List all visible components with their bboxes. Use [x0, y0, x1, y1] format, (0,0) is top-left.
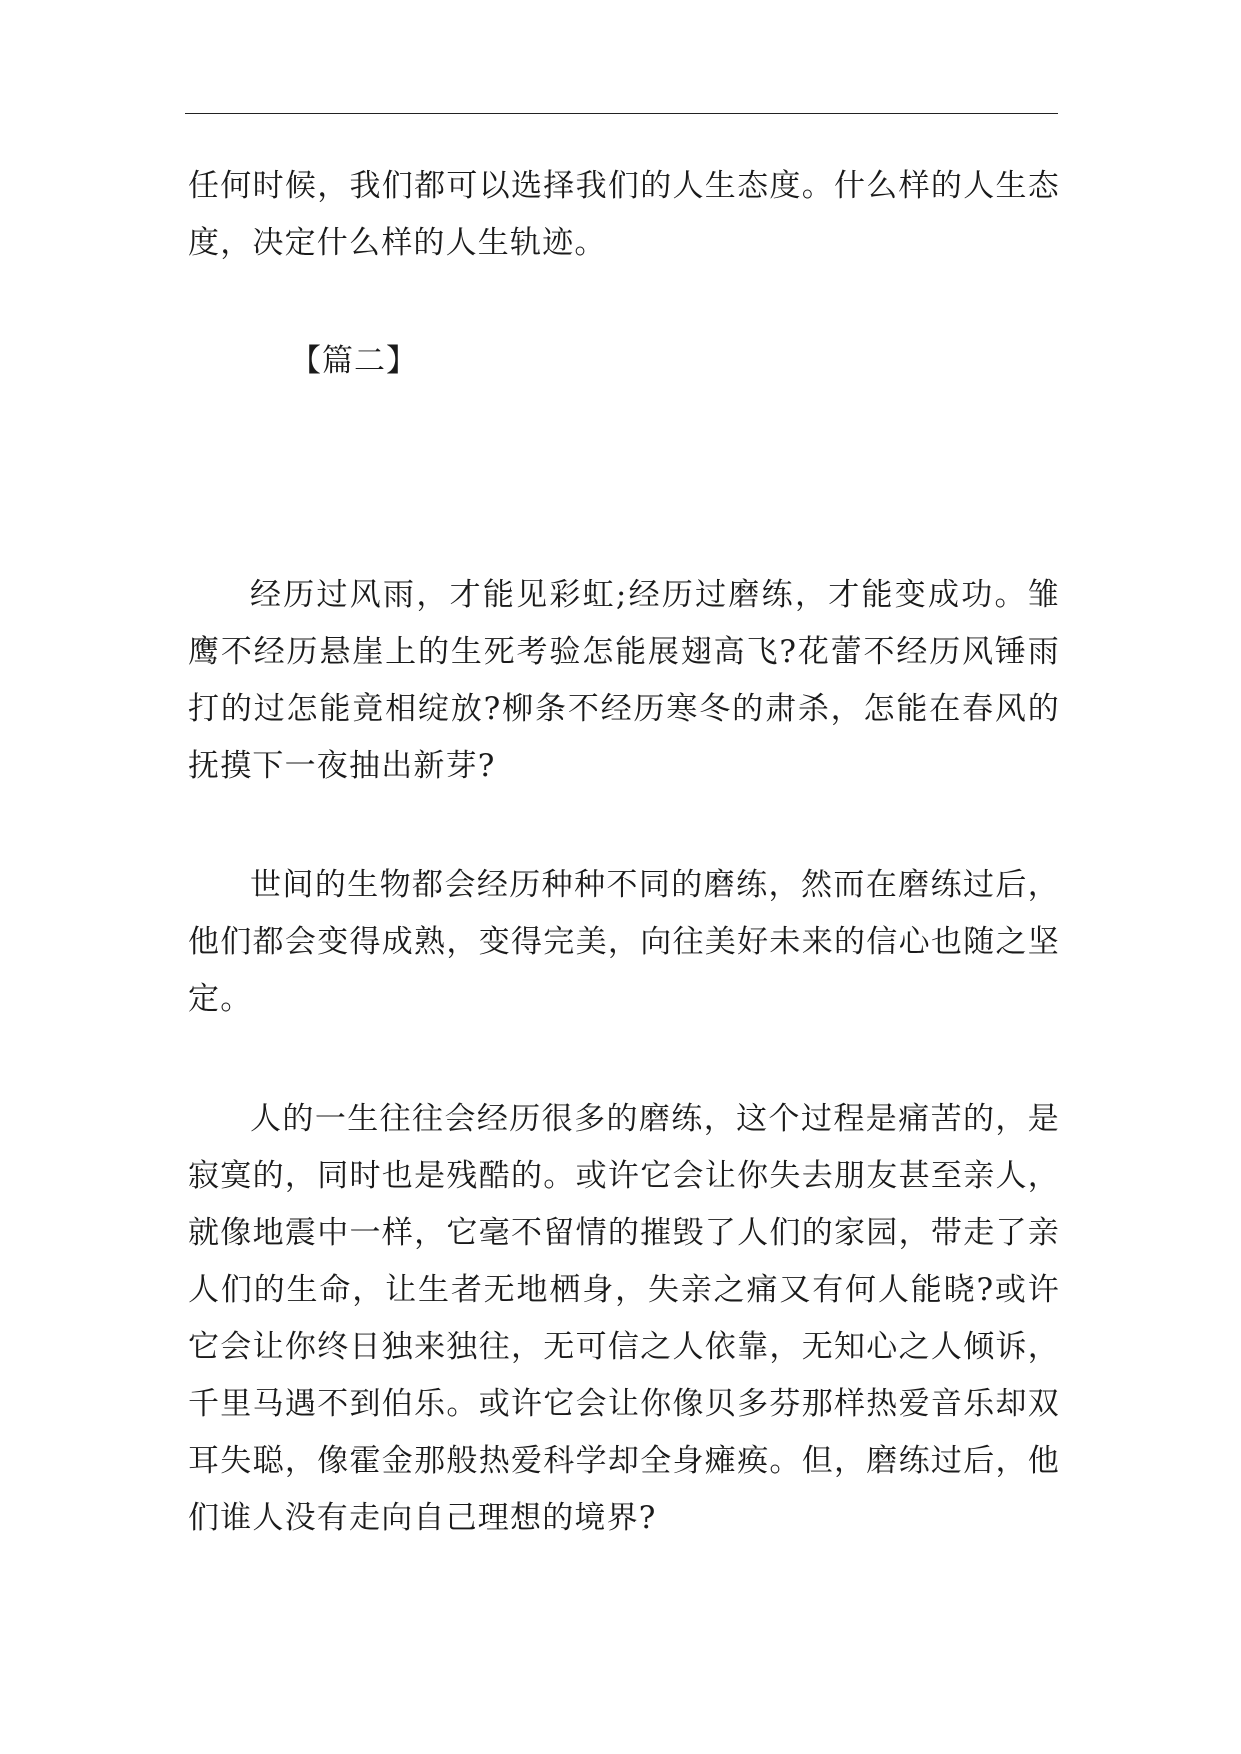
paragraph-2: 世间的生物都会经历种种不同的磨练，然而在磨练过后，他们都会变得成熟，变得完美，向往美好未来的信心也随之坚定。 — [188, 867, 1060, 1017]
header-rule — [185, 113, 1058, 114]
continuation-paragraph: 任何时候，我们都可以选择我们的人生态度。什么样的人生态度，决定什么样的人生轨迹。 — [188, 168, 1060, 261]
section-heading: 【篇二】 — [290, 343, 418, 379]
paragraph-3: 人的一生往往会经历很多的磨练，这个过程是痛苦的，是寂寞的，同时也是残酷的。或许它会让你失去朋友甚至亲人，就像地震中一样，它毫不留情的摧毁了人们的家园，带走了亲人们的生命，让生者无地栖身，失亲之痛又有何人能晓?或许它会让你终日独来独往，无可信之人依靠，无知心之人倾诉，千里马遇不到伯乐。或许它会让你像贝多芬那样热爱音乐却双耳失聪，像霍金那般热爱科学却全身瘫痪。但，磨练过后，他们谁人没有走向自己理想的境界? — [188, 1101, 1060, 1536]
paragraph-1: 经历过风雨，才能见彩虹;经历过磨练，才能变成功。雏鹰不经历悬崖上的生死考验怎能展翅高飞?花蕾不经历风锤雨打的过怎能竟相绽放?柳条不经历寒冬的肃杀，怎能在春风的抚摸下一夜抽出新芽? — [188, 577, 1060, 784]
